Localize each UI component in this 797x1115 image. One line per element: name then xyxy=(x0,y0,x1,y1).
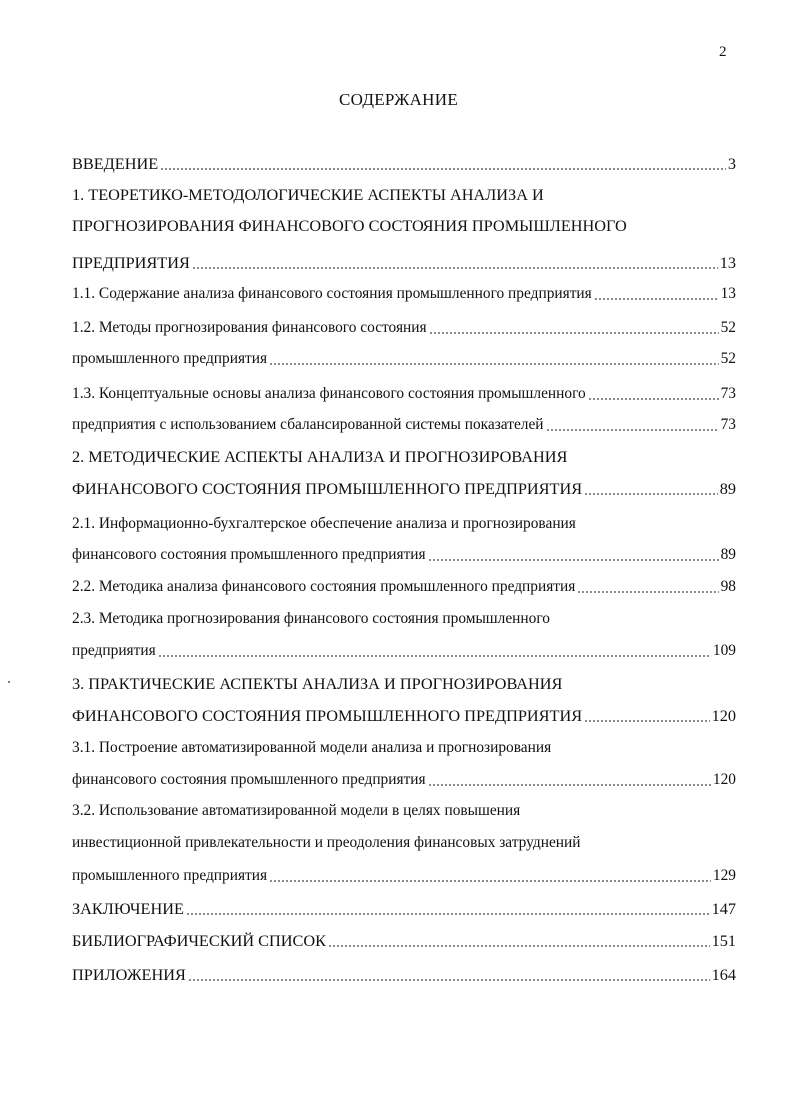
toc-entry-text: инвестиционной привлекательности и преодоления финансовых затруднений xyxy=(72,834,581,851)
toc-dot-leader xyxy=(269,363,719,365)
toc-entry xyxy=(72,768,736,792)
toc-dot-leader xyxy=(328,945,710,947)
toc-entry-text: 1.2. Методы прогнозирования финансового состояния xyxy=(72,319,427,336)
toc-entry-text: 2. МЕТОДИЧЕСКИЕ АСПЕКТЫ АНАЛИЗА И ПРОГНОЗИРОВАНИЯ xyxy=(72,447,568,466)
toc-entry-text: 3.1. Построение автоматизированной модели анализа и прогнозирования xyxy=(72,739,552,756)
toc-entry xyxy=(72,929,736,953)
toc-entry xyxy=(72,152,736,176)
toc-entry xyxy=(72,864,736,888)
toc-entry xyxy=(72,831,736,855)
toc-dot-leader xyxy=(584,493,718,495)
toc-entry-page: 3 xyxy=(727,154,736,173)
toc-entry-page: 89 xyxy=(719,479,736,498)
toc-entry-text: ФИНАНСОВОГО СОСТОЯНИЯ ПРОМЫШЛЕННОГО ПРЕДПРИЯТИЯ xyxy=(72,706,583,725)
toc-entry-text: 3. ПРАКТИЧЕСКИЕ АСПЕКТЫ АНАЛИЗА И ПРОГНОЗИРОВАНИЯ xyxy=(72,674,563,693)
toc-dot-leader xyxy=(584,720,709,722)
toc-entry-text: финансового состояния промышленного предприятия xyxy=(72,546,426,563)
toc-dot-leader xyxy=(158,655,711,657)
toc-entry xyxy=(72,543,736,567)
toc-entry-text: предприятия xyxy=(72,642,156,659)
toc-entry-page: 52 xyxy=(720,319,736,336)
toc-entry-page: 129 xyxy=(712,867,736,884)
toc-entry xyxy=(72,512,736,536)
toc-entry-page: 73 xyxy=(720,416,736,433)
toc-entry xyxy=(72,607,736,631)
toc-entry-text: 1. ТЕОРЕТИКО-МЕТОДОЛОГИЧЕСКИЕ АСПЕКТЫ АНАЛИЗА И xyxy=(72,185,544,204)
toc-entry-page: 151 xyxy=(711,931,736,950)
toc-entry-text: промышленного предприятия xyxy=(72,350,268,367)
toc-dot-leader xyxy=(428,559,719,561)
toc-entry xyxy=(72,963,736,987)
toc-entry xyxy=(72,799,736,823)
toc-entry-page: 164 xyxy=(711,965,736,984)
toc-entry xyxy=(72,382,736,406)
toc-entry-page: 73 xyxy=(720,385,736,402)
toc-entry-text: предприятия с использованием сбалансированной системы показателей xyxy=(72,416,544,433)
toc-title: СОДЕРЖАНИЕ xyxy=(338,90,459,109)
toc-entry xyxy=(72,316,736,340)
toc-entry-text: 2.3. Методика прогнозирования финансового состояния промышленного xyxy=(72,610,550,627)
toc-dot-leader xyxy=(594,298,719,300)
toc-entry-text: 1.1. Содержание анализа финансового состояния промышленного предприятия xyxy=(72,285,592,302)
toc-entry xyxy=(72,477,736,501)
toc-dot-leader xyxy=(188,979,710,981)
toc-entry-text: БИБЛИОГРАФИЧЕСКИЙ СПИСОК xyxy=(72,931,327,950)
toc-entry xyxy=(72,736,736,760)
toc-entry xyxy=(72,347,736,371)
toc-dot-leader xyxy=(428,784,711,786)
toc-entry-page: 120 xyxy=(711,706,736,725)
toc-dot-leader xyxy=(588,398,719,400)
toc-entry xyxy=(72,251,736,275)
toc-entry-text: 1.3. Концептуальные основы анализа финансового состояния промышленного xyxy=(72,385,586,402)
toc-entry-text: ЗАКЛЮЧЕНИЕ xyxy=(72,899,184,918)
toc-dot-leader xyxy=(269,880,711,882)
toc-dot-leader xyxy=(429,332,719,334)
toc-entry xyxy=(72,183,736,207)
toc-entry-text: 2.1. Информационно-бухгалтерское обеспечение анализа и прогнозирования xyxy=(72,515,576,532)
toc-dot-leader xyxy=(186,913,710,915)
toc-entry-page: 147 xyxy=(711,899,736,918)
toc-dot-leader xyxy=(160,168,726,170)
toc-entry-page: 13 xyxy=(719,253,736,272)
toc-dot-leader xyxy=(577,591,718,593)
toc-entry-page: 98 xyxy=(720,578,736,595)
page-number: 2 xyxy=(719,44,727,60)
toc-entry-text: 2.2. Методика анализа финансового состояния промышленного предприятия xyxy=(72,578,576,595)
toc-entry xyxy=(72,897,736,921)
toc-entry xyxy=(72,704,736,728)
toc-entry xyxy=(72,672,736,696)
toc-entry-text: 3.2. Использование автоматизированной модели в целях повышения xyxy=(72,802,521,819)
toc-entry xyxy=(72,282,736,306)
toc-entry-page: 13 xyxy=(720,285,736,302)
toc-entry-page: 52 xyxy=(720,350,736,367)
toc-entry-text: ВВЕДЕНИЕ xyxy=(72,154,159,173)
toc-dot-leader xyxy=(546,429,719,431)
toc-entry xyxy=(72,445,736,469)
toc-entry-text: промышленного предприятия xyxy=(72,867,268,884)
scan-speck xyxy=(8,681,10,683)
toc-entry-text: ФИНАНСОВОГО СОСТОЯНИЯ ПРОМЫШЛЕННОГО ПРЕДПРИЯТИЯ xyxy=(72,479,583,498)
toc-entry-text: ПРИЛОЖЕНИЯ xyxy=(72,965,186,984)
toc-entry-page: 109 xyxy=(712,642,736,659)
toc-entry-page: 89 xyxy=(720,546,736,563)
toc-entry xyxy=(72,413,736,437)
toc-entry-text: ПРОГНОЗИРОВАНИЯ ФИНАНСОВОГО СОСТОЯНИЯ ПРОМЫШЛЕННОГО xyxy=(72,216,627,235)
toc-dot-leader xyxy=(192,267,718,269)
toc-entry-text: финансового состояния промышленного предприятия xyxy=(72,771,426,788)
toc-entry xyxy=(72,575,736,599)
toc-entry-page: 120 xyxy=(712,771,736,788)
toc-entry xyxy=(72,639,736,663)
toc-entry xyxy=(72,214,736,238)
toc-entry-text: ПРЕДПРИЯТИЯ xyxy=(72,253,190,272)
